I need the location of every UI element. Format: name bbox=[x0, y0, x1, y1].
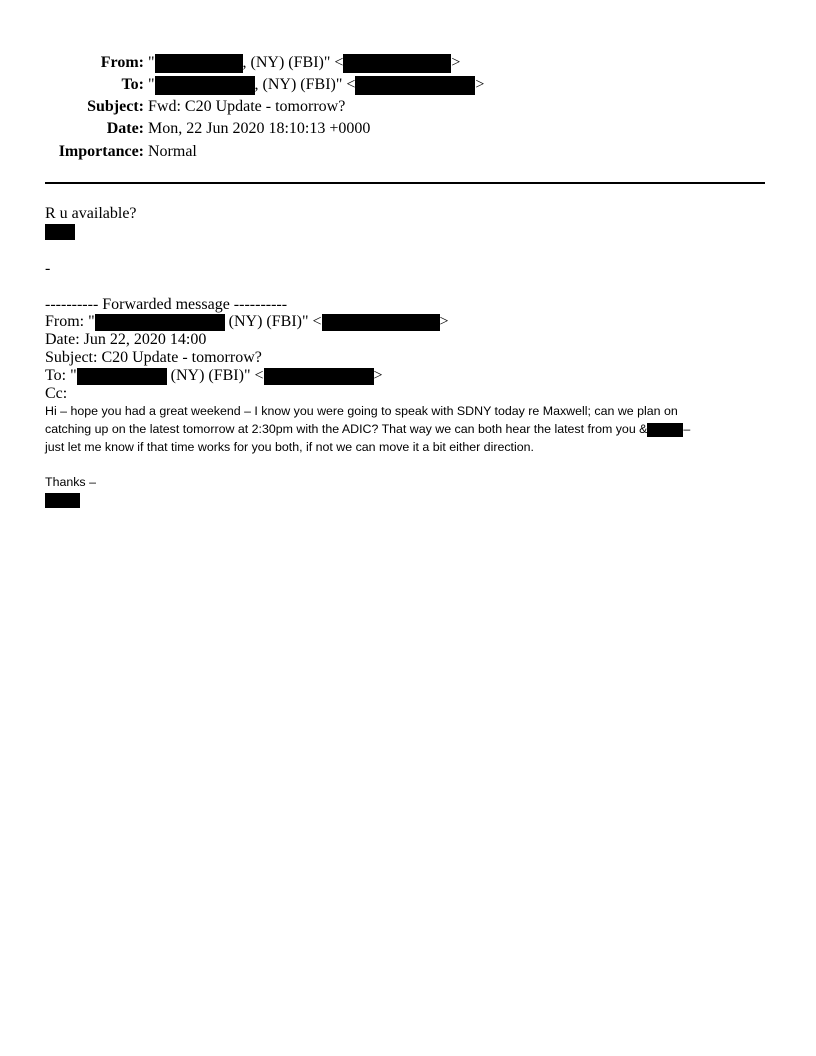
fwd-subject-line: Subject: C20 Update - tomorrow? bbox=[45, 349, 262, 366]
from-label: From: bbox=[100, 54, 144, 71]
redaction-block bbox=[322, 314, 440, 331]
to-label: To: bbox=[121, 76, 144, 93]
header-date-row bbox=[0, 119, 816, 139]
from-value: " , (NY) (FBI)" < > bbox=[148, 54, 461, 71]
redaction-block bbox=[264, 368, 374, 385]
redaction-block bbox=[155, 76, 255, 95]
importance-label: Importance: bbox=[58, 143, 144, 160]
greeting-text: R u available? bbox=[45, 205, 137, 222]
fwd-to-line: To: " (NY) (FBI)" < > bbox=[45, 367, 383, 384]
redaction-block bbox=[45, 224, 75, 240]
redaction-block bbox=[355, 76, 475, 95]
message-line: Hi – hope you had a great weekend – I know you were going to speak with SDNY today re Maxwell; can we plan on bbox=[45, 404, 678, 418]
redaction-block bbox=[95, 314, 225, 331]
header-subject-row bbox=[0, 97, 816, 117]
redaction-block bbox=[647, 423, 683, 437]
redaction-block bbox=[45, 493, 80, 508]
message-line: just let me know if that time works for you both, if not we can move it a bit either direction. bbox=[45, 440, 534, 454]
fwd-cc-line: Cc: bbox=[45, 385, 68, 402]
fwd-from-line: From: " (NY) (FBI)" < > bbox=[45, 313, 449, 330]
header-to-row bbox=[0, 75, 816, 95]
date-label: Date: bbox=[106, 120, 144, 137]
redaction-block bbox=[155, 54, 243, 73]
header-divider bbox=[45, 182, 765, 184]
redaction-block bbox=[343, 54, 451, 73]
forwarded-marker: ---------- Forwarded message ---------- bbox=[45, 296, 288, 313]
to-value: " , (NY) (FBI)" < > bbox=[148, 76, 485, 93]
subject-label: Subject: bbox=[87, 98, 144, 115]
date-value: Mon, 22 Jun 2020 18:10:13 +0000 bbox=[148, 120, 371, 137]
header-from-row bbox=[0, 53, 816, 73]
subject-value: Fwd: C20 Update - tomorrow? bbox=[148, 98, 346, 115]
message-line: catching up on the latest tomorrow at 2:30pm with the ADIC? That way we can both hear the latest from you & – bbox=[45, 422, 691, 436]
fwd-date-line: Date: Jun 22, 2020 14:00 bbox=[45, 331, 207, 348]
thanks-text: Thanks – bbox=[45, 475, 96, 489]
header-importance-row bbox=[0, 142, 816, 162]
separator-dash: - bbox=[45, 260, 51, 277]
importance-value: Normal bbox=[148, 143, 197, 160]
redaction-block bbox=[77, 368, 167, 385]
